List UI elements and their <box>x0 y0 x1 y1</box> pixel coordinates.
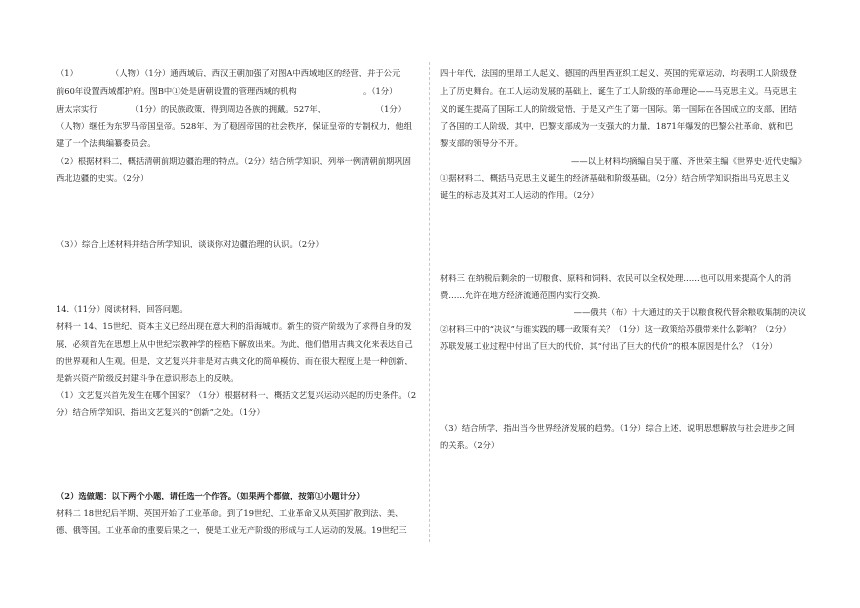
text-line: 的关系。（2分） <box>440 441 500 450</box>
column-divider <box>429 62 430 542</box>
text-line: （人物）继任为东罗马帝国皇帝。528年，为了稳固帝国的社会秩序，保证皇帝的专制权力，他组 <box>56 122 413 131</box>
text-line: 是新兴资产阶级反封建斗争在意识形态上的反映。 <box>56 374 239 383</box>
text-line: 14.（11分）阅读材料，回答问题。 <box>56 305 188 314</box>
text-line: （2）选做题：以下两个小题，请任选一个作答。（如果两个都做，按第①小题计分） <box>56 492 365 501</box>
text-line: 建了一个法典编纂委员会。 <box>56 139 156 148</box>
text-line: （1）________（人物）（1分）通西域后，西汉王朝加强了对图A中西域地区的经营，并于公元 <box>56 69 401 78</box>
text-line: 了各国的工人阶级，其中，巴黎支部成为一支强大的力量，1871年爆发的巴黎公社革命，就和巴 <box>440 122 793 131</box>
text-line: （1）文艺复兴首先发生在哪个国家？（1分）根据材料一，概括文艺复兴运动兴起的历史条件。（2 <box>56 391 417 400</box>
text-line: 黎支部的领导分不开。 <box>440 139 523 148</box>
text-line: 义的诞生提高了国际工人的阶级觉悟，于是又产生了第一国际。第一国际在各国成立的支部，团结 <box>440 105 797 114</box>
text-line: 费……允许在地方经济流通范围内实行交换. <box>440 291 601 300</box>
text-line: 展，必须首先在思想上从中世纪宗教神学的桎梏下解放出来。为此，他们借用古典文化来表达自己 <box>56 340 413 349</box>
text-line: （3））综合上述材料并结合所学知识，谈谈你对边疆治理的认识。（2分） <box>56 240 324 249</box>
text-line: 四十年代，法国的里昂工人起义、德国的西里西亚织工起义、英国的宪章运动，均表明工人阶级登 <box>440 69 797 78</box>
text-line: ②材料三中的“决议”与谁实践的哪一政策有关？（1分）这一政策给苏俄带来什么影响？（2分） <box>440 325 791 334</box>
text-line: 分）结合所学知识，指出文艺复兴的“创新”之处。（1分） <box>56 408 265 417</box>
text-line: 前60年设置西域都护府。图B中①处是唐朝设置的管理西域的机构________________。（1分） <box>56 87 398 96</box>
text-line: 诞生的标志及其对工人运动的作用。（2分） <box>440 191 599 200</box>
text-line: ①据材料二，概括马克思主义诞生的经济基础和阶级基础。（2分）结合所学知识指出马克思主义 <box>440 174 790 183</box>
text-line: （3）结合所学，指出当今世界经济发展的趋势。（1分）综合上述，说明思想解放与社会进步之间 <box>440 424 795 433</box>
text-line: （2）根据材料二，概括清朝前期边疆治理的特点。（2分）结合所学知识，列举一例清朝前期巩固 <box>56 157 411 166</box>
text-line: 德、俄等国。工业革命的重要后果之一，便是工业无产阶级的形成与工人运动的发展。19世纪三 <box>56 526 407 535</box>
text-line: 唐太宗实行________（1分）的民族政策，得到周边各族的拥戴。527年，____________（1分） <box>56 105 406 114</box>
text-line: 材料二 18世纪后半期，英国开始了工业革命。到了19世纪，工业革命又从英国扩散到法、美、 <box>56 509 404 518</box>
source-citation: ——俄共（布）十大通过的关于以粮食税代替余粮收集制的决议 <box>573 308 806 317</box>
text-line: 的世界观和人生观。但是，文艺复兴并非是对古典文化的简单模仿，而在很大程度上是一种创新， <box>56 357 413 366</box>
source-citation: ——以上材料均摘编自吴于廑、齐世荣主编《世界史·近代史编》 <box>571 157 806 166</box>
text-line: 西北边疆的史实。（2分） <box>56 174 149 183</box>
text-line: 苏联发展工业过程中付出了巨大的代价，其“付出了巨大的代价”的根本原因是什么？（1分） <box>440 342 778 351</box>
text-line: 材料三 在纳税后剩余的一切粮食、原料和饲料，农民可以全权处理……也可以用来提高个人的消 <box>440 274 792 283</box>
text-line: 上了历史舞台。在工人运动发展的基础上，诞生了工人阶级的革命理论——马克思主义。马克思主 <box>440 87 797 96</box>
text-line: 材料一 14、15世纪，资本主义已经出现在意大利的沿海城市。新生的资产阶级为了求得自身的发 <box>56 322 412 331</box>
